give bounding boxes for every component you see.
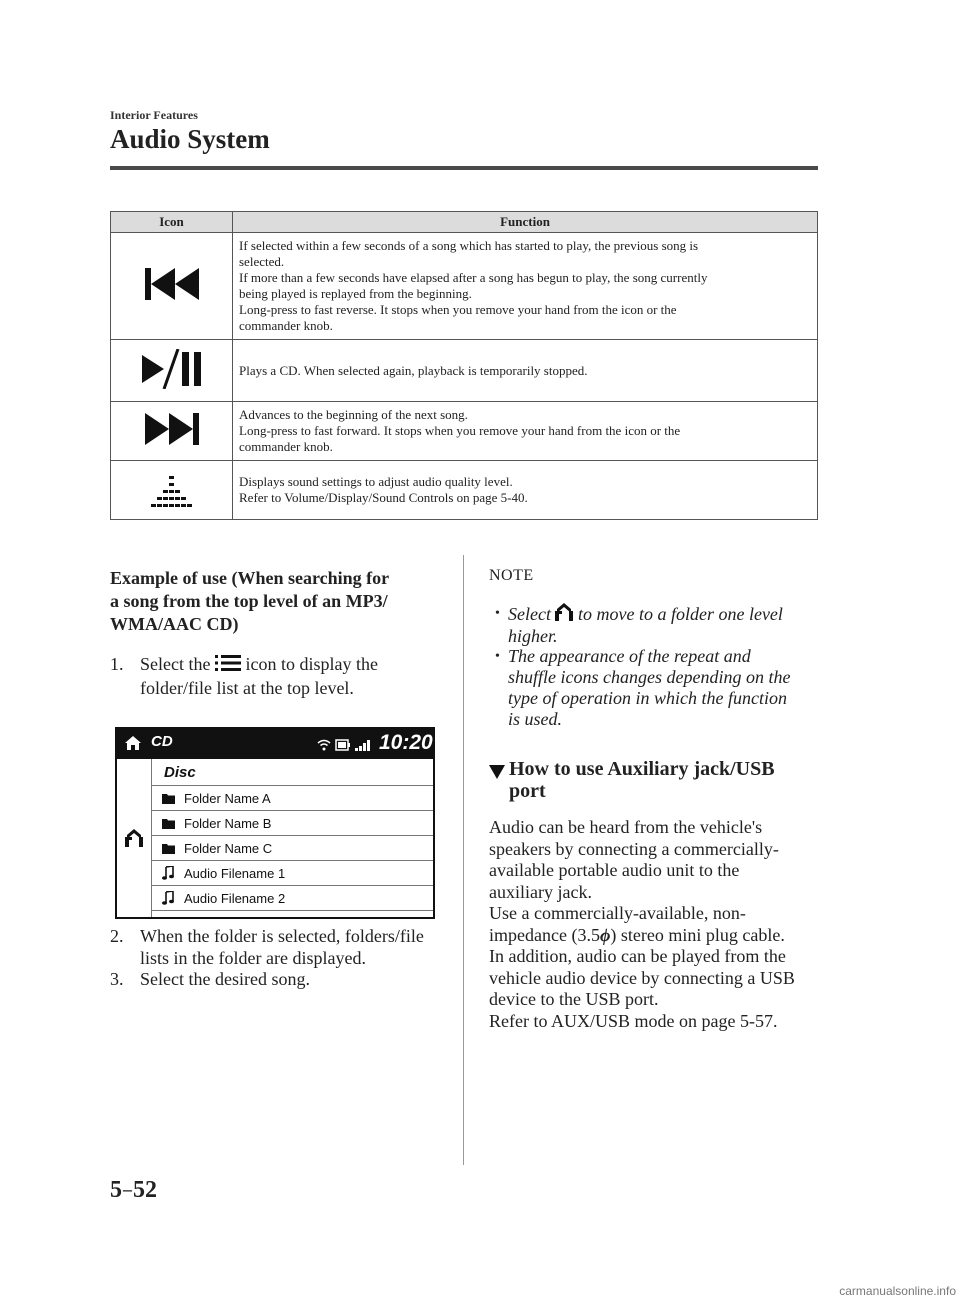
signal-icon (355, 738, 371, 756)
page-title: Audio System (110, 124, 270, 154)
table-row (111, 402, 818, 461)
step-3: 3. Select the desired song. (110, 969, 310, 989)
list-item[interactable]: Audio Filename 2 (152, 886, 433, 911)
step-2: 2. When the folder is selected, folders/file lists in the folder are displayed. (110, 926, 424, 968)
note-bullet-1: • Select to move to a folder one level higher. (495, 604, 783, 646)
wifi-icon (317, 738, 331, 756)
home-icon[interactable] (125, 735, 141, 756)
cd-folder-screen (115, 727, 435, 919)
next-track-icon (111, 402, 233, 461)
folder-up-icon[interactable] (125, 829, 143, 852)
section-label: Interior Features (110, 108, 198, 122)
list-item[interactable]: Audio Filename 1 (152, 861, 433, 886)
list-item[interactable]: Folder Name C (152, 836, 433, 861)
list-header: Disc (152, 759, 433, 786)
page-number: 5–52 (110, 1177, 157, 1203)
folder-icon (152, 843, 184, 854)
folder-icon (152, 793, 184, 804)
triangle-marker-icon (489, 762, 505, 784)
watermark: carmanualsonline.info (839, 1284, 956, 1298)
screen-file-list (152, 759, 433, 911)
function-text: If selected within a few seconds of a song which has started to play, the previous song is selected. If more than a few seconds have elapsed after a song has begun to play, the song currently being played is replayed from the beginning. Long-press to fast reverse. It stops when you remove your hand from the icon or the commander knob. (233, 233, 818, 340)
note-bullet-2: • The appearance of the repeat and shuffle icons changes depending on the type of operation in which the function is used. (495, 646, 791, 729)
diameter-symbol-icon: ϕ (599, 924, 611, 945)
folder-up-icon (555, 603, 573, 626)
music-note-icon (152, 866, 184, 880)
list-icon (215, 654, 241, 677)
example-heading: Example of use (When searching for a song from the top level of an MP3/ WMA/AAC CD) (110, 568, 390, 634)
screen-sidebar (117, 759, 152, 917)
note-title: NOTE (489, 567, 534, 584)
sound-settings-icon (111, 461, 233, 520)
function-text: Advances to the beginning of the next song. Long-press to fast forward. It stops when you remove your hand from the icon or the commander knob. (233, 402, 818, 461)
phone-status-icon (335, 738, 351, 756)
icon-function-table (110, 211, 818, 520)
screen-title: CD (151, 733, 173, 750)
title-rule (110, 166, 818, 170)
previous-track-icon (111, 233, 233, 340)
table-row (111, 340, 818, 402)
table-row (111, 233, 818, 340)
list-item[interactable]: Folder Name B (152, 811, 433, 836)
table-row (111, 461, 818, 520)
col-header-function: Function (233, 212, 818, 233)
function-text: Plays a CD. When selected again, playback is temporarily stopped. (233, 340, 818, 402)
step-1: 1. Select the icon to display the folder/file list at the top level. (110, 654, 378, 698)
col-header-icon: Icon (111, 212, 233, 233)
column-divider (463, 555, 464, 1165)
screen-status-bar (117, 729, 433, 759)
aux-heading: How to use Auxiliary jack/USB port (489, 758, 819, 802)
music-note-icon (152, 891, 184, 905)
function-text: Displays sound settings to adjust audio quality level. Refer to Volume/Display/Sound Controls on page 5-40. (233, 461, 818, 520)
list-item[interactable]: Folder Name A (152, 786, 433, 811)
clock-time: 10:20 (379, 731, 433, 754)
aux-paragraph: Audio can be heard from the vehicle's speakers by connecting a commercially- available portable audio unit to the auxiliary jack. Use a commercially-available, non- impedance (3.5ϕ) stereo mini plug cable. In addition, audio can be played from the vehicle audio device by connecting a USB device to the USB port. Refer to AUX/USB mode on page 5-57. (489, 817, 795, 1031)
folder-icon (152, 818, 184, 829)
play-pause-icon (111, 340, 233, 402)
